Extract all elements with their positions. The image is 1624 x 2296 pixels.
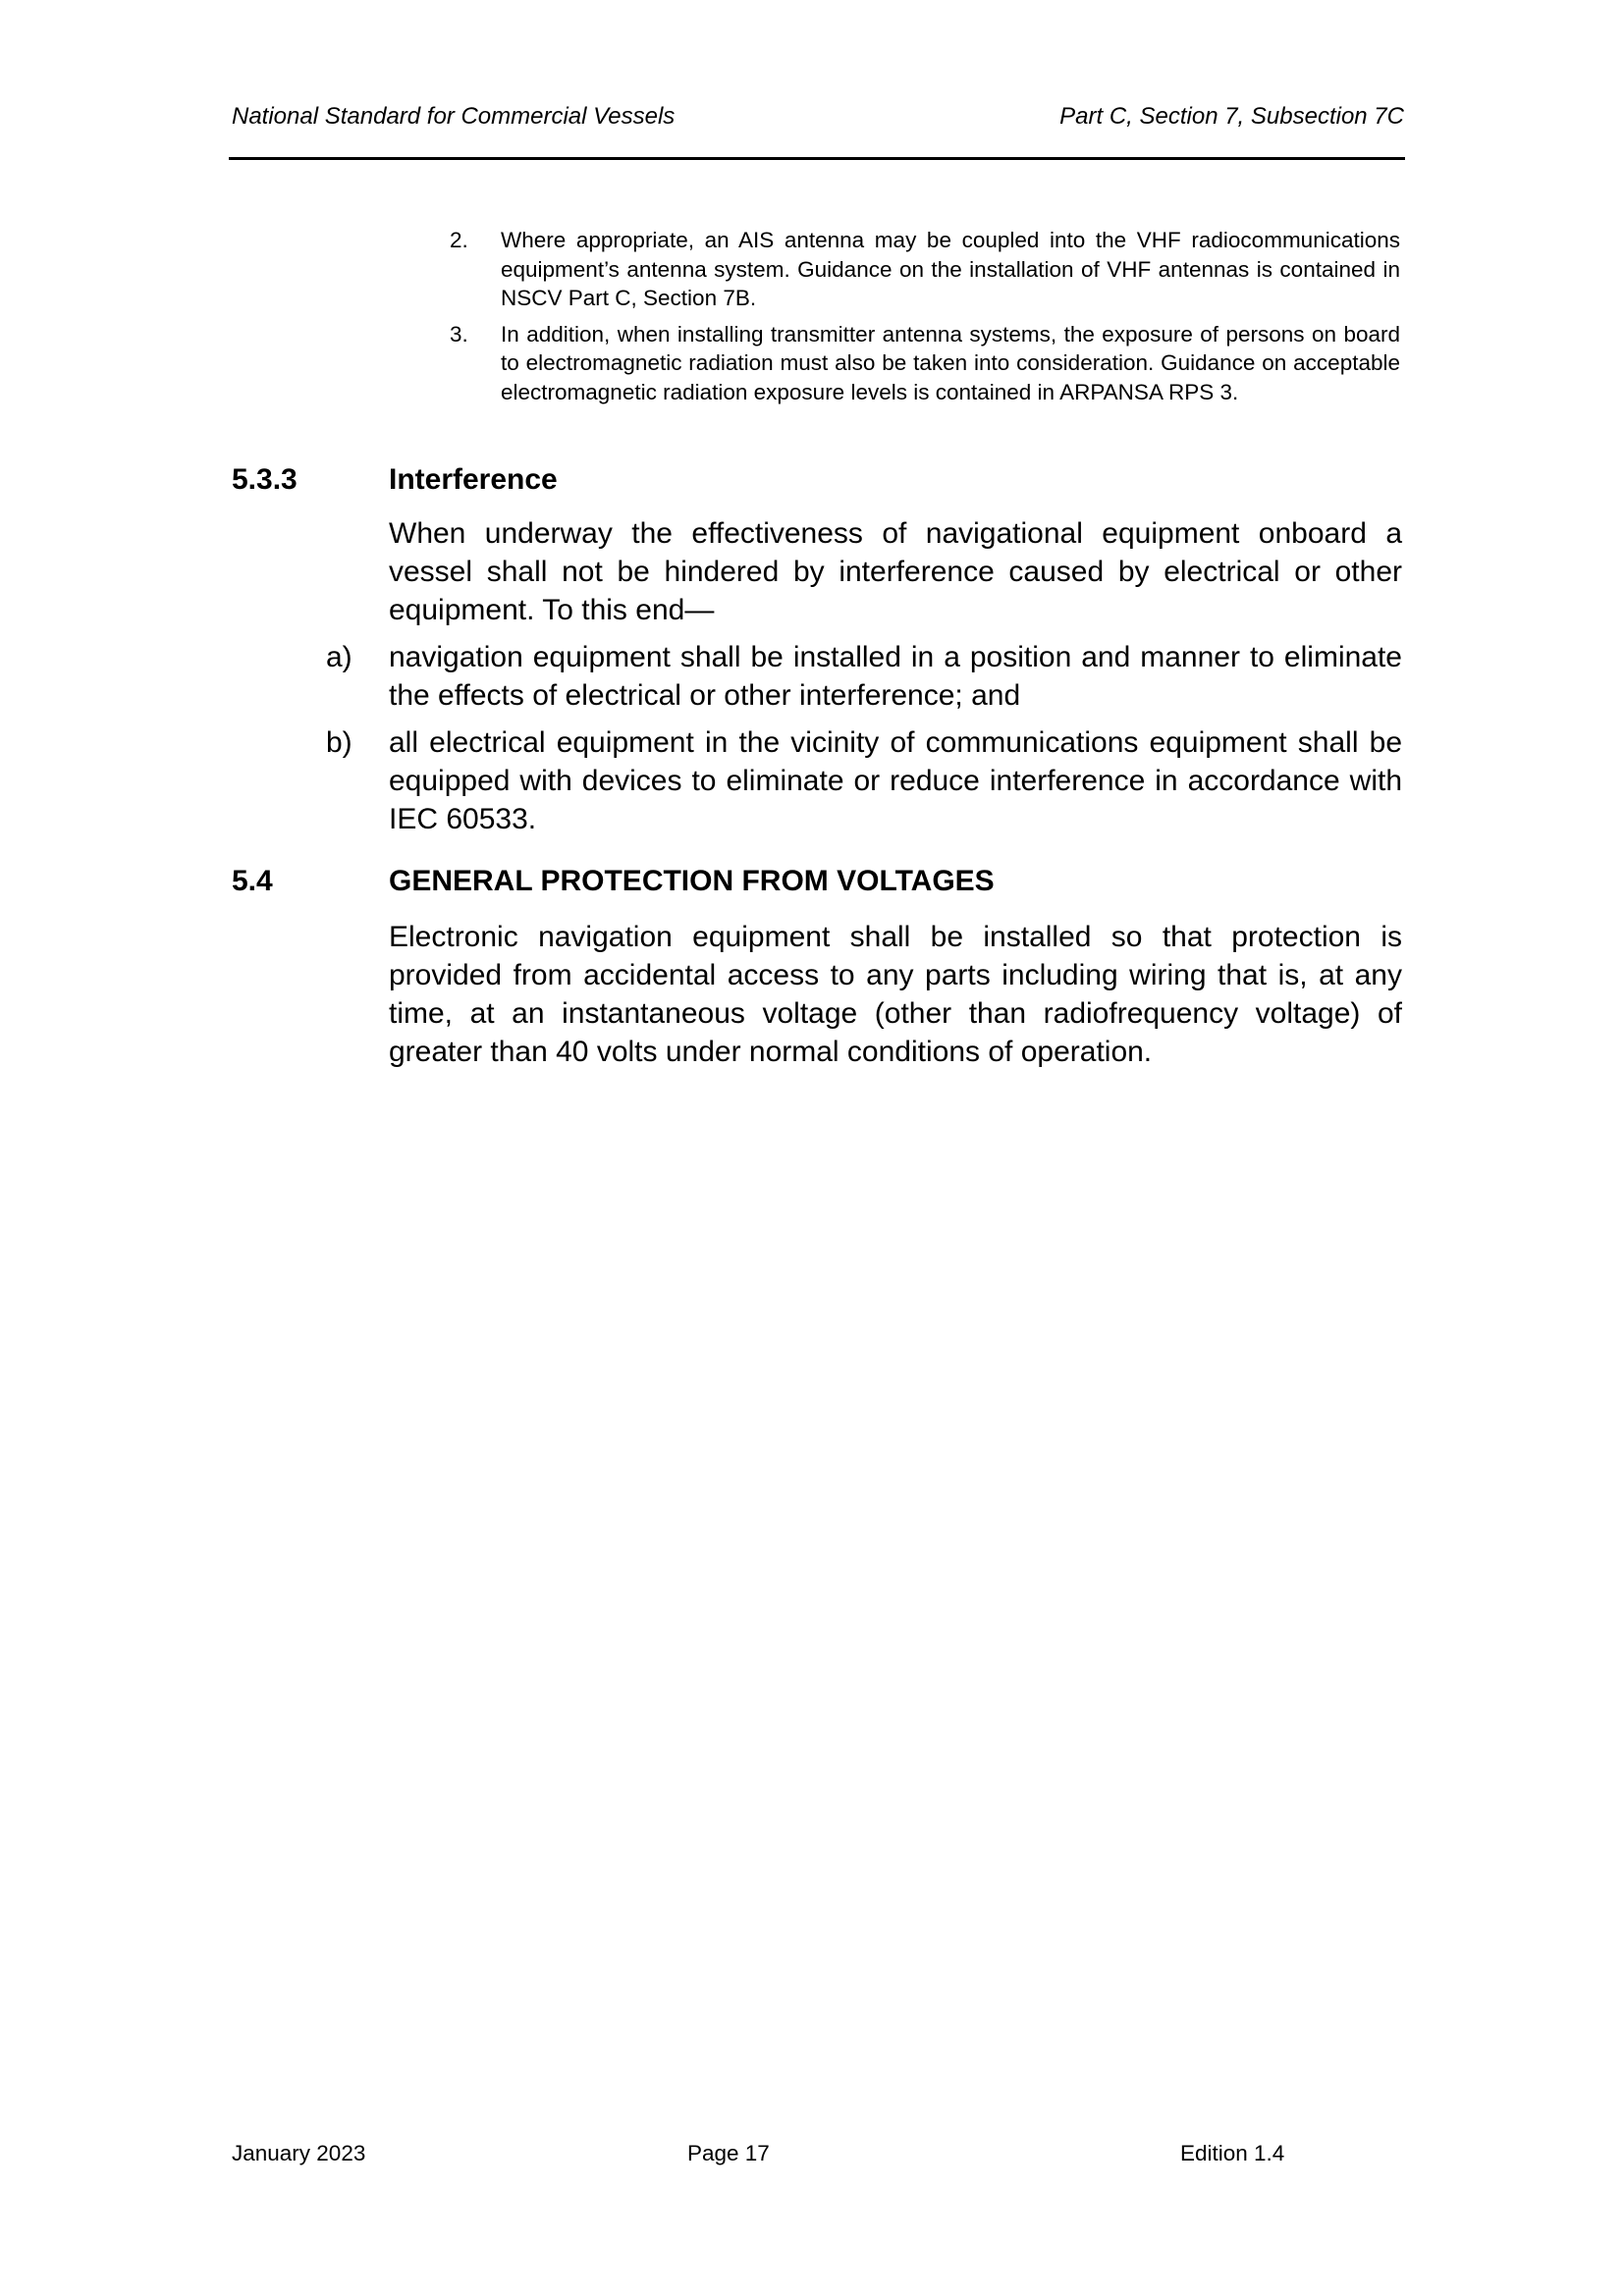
- note-number: 3.: [450, 321, 468, 347]
- list-item: [326, 723, 1402, 838]
- section-title: GENERAL PROTECTION FROM VOLTAGES: [389, 865, 995, 897]
- footer-page-number: Page 17: [687, 2141, 770, 2165]
- section-paragraph: Electronic navigation equipment shall be installed so that protection is provided from accidental access to any parts including wiring that is, at any time, at an instantaneous voltage (other than radiofrequency voltage) of greater than 40 volts under normal conditions of operation.: [389, 921, 1402, 1068]
- footer-date: January 2023: [232, 2141, 366, 2165]
- note-text: In addition, when installing transmitter antenna systems, the exposure of persons on board to electromagnetic radiation must also be taken into consideration. Guidance on acceptable electromagnetic radiation exposure levels is contained in ARPANSA RPS 3.: [501, 321, 1400, 404]
- note-item: [450, 226, 1400, 313]
- section-body-interference: [326, 514, 1402, 838]
- notes-list: [450, 226, 1400, 413]
- running-header-section: Part C, Section 7, Subsection 7C: [1059, 103, 1404, 130]
- header-divider: [229, 157, 1405, 160]
- section-number: 5.3.3: [232, 463, 298, 496]
- note-item: [450, 320, 1400, 407]
- note-number: 2.: [450, 228, 468, 252]
- section-number: 5.4: [232, 865, 273, 897]
- section-title: Interference: [389, 463, 558, 496]
- running-header-title: National Standard for Commercial Vessels: [232, 103, 676, 130]
- footer-edition: Edition 1.4: [1180, 2141, 1285, 2165]
- list-item-marker: a): [326, 641, 352, 673]
- list-item-text: navigation equipment shall be installed in a position and manner to eliminate the effects of electrical or other interference; and: [389, 641, 1402, 712]
- note-text: Where appropriate, an AIS antenna may be coupled into the VHF radiocommunications equipment’s antenna system. Guidance on the installation of VHF antennas is contained in NSCV Part C, Section 7B.: [501, 228, 1400, 310]
- section-intro-paragraph: When underway the effectiveness of navigational equipment onboard a vessel shall not be hindered by interference caused by electrical or other equipment. To this end—: [389, 517, 1402, 626]
- list-item: [326, 638, 1402, 715]
- list-item-text: all electrical equipment in the vicinity of communications equipment shall be equipped with devices to eliminate or reduce interference in accordance with IEC 60533.: [389, 726, 1402, 835]
- section-body-voltages: [389, 918, 1402, 1071]
- list-item-marker: b): [326, 726, 352, 759]
